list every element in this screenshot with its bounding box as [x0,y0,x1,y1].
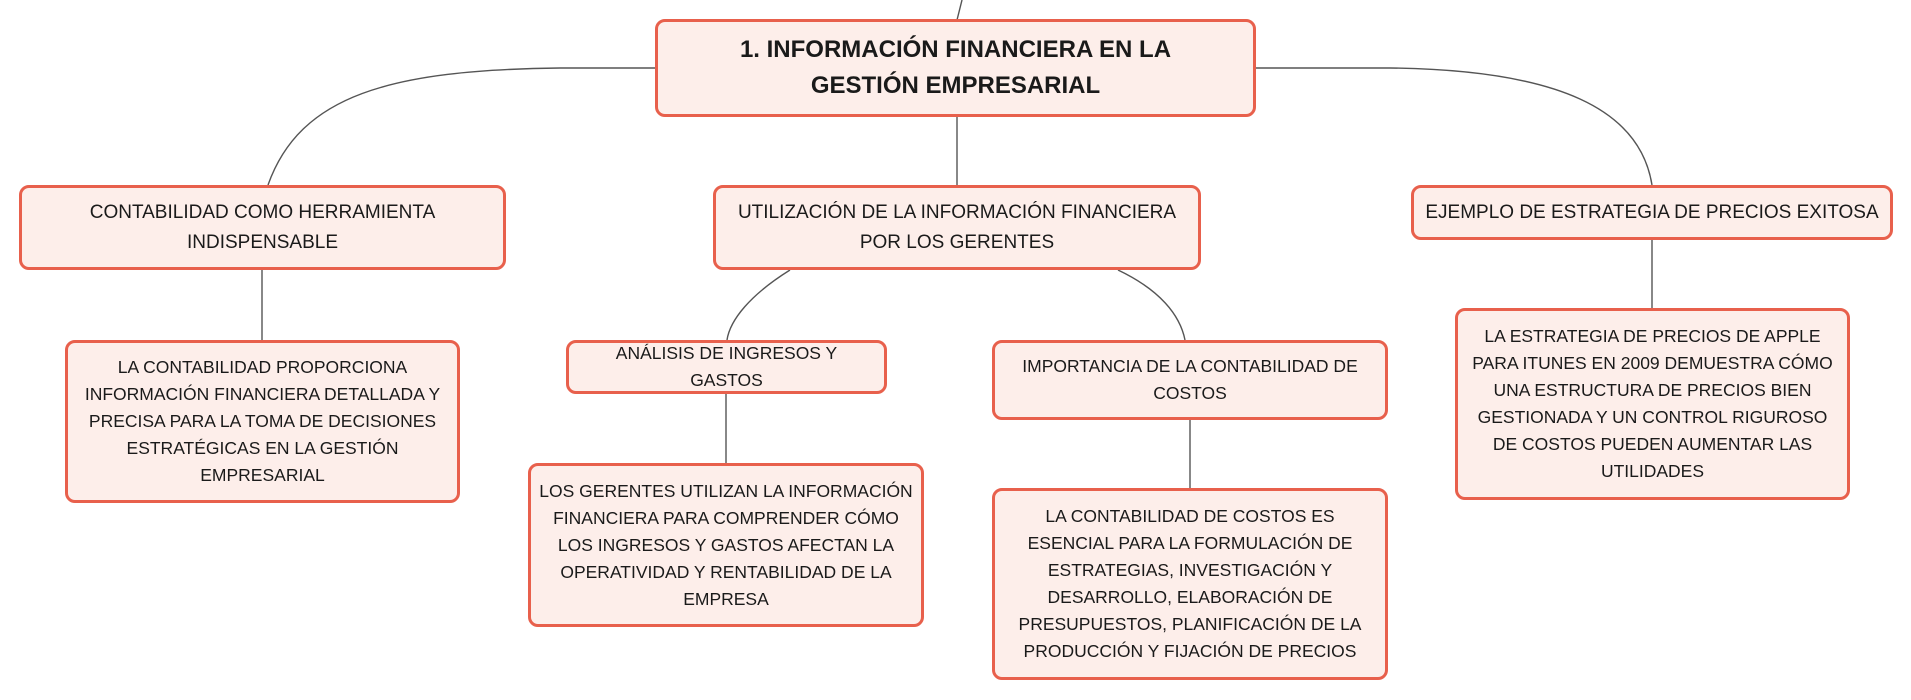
connector-root-to-branch-3 [1256,68,1652,185]
branch-3-node[interactable] [1411,185,1893,240]
branch-3-label: EJEMPLO DE ESTRATEGIA DE PRECIOS EXITOSA [1425,201,1879,223]
branch-2-sub-2-detail-text: LA CONTABILIDAD DE COSTOS ES ESENCIAL PARA LA FORMULACIÓN DE ESTRATEGIAS, INVESTIGACIÓN Y DESARROLLO, ELABORACIÓN DE PRESUPUESTOS, PLANIFICACIÓN DE LA PRODUCCIÓN Y FIJACIÓN DE PRECIOS [1018,506,1362,661]
connector-branch-2-to-sub-1 [727,270,790,340]
branch-1-label: CONTABILIDAD COMO HERRAMIENTA INDISPENSABLE [89,201,436,253]
branch-2-label: UTILIZACIÓN DE LA INFORMACIÓN FINANCIERA POR LOS GERENTES [737,201,1177,253]
branch-2-node[interactable] [713,185,1201,270]
connector-branch-2-to-sub-2 [1118,270,1185,340]
branch-1-detail-text: LA CONTABILIDAD PROPORCIONA INFORMACIÓN FINANCIERA DETALLADA Y PRECISA PARA LA TOMA DE DECISIONES ESTRATÉGICAS EN LA GESTIÓN EMPRESARIAL [84,357,441,485]
branch-2-sub-1-detail-text: LOS GERENTES UTILIZAN LA INFORMACIÓN FINANCIERA PARA COMPRENDER CÓMO LOS INGRESOS Y GASTOS AFECTAN LA OPERATIVIDAD Y RENTABILIDAD DE LA EMPRESA [539,480,913,609]
branch-3-detail-node[interactable] [1455,308,1850,500]
branch-1-detail-node[interactable] [65,340,460,503]
branch-1-node[interactable] [19,185,506,270]
branch-2-sub-2-detail-node[interactable] [992,488,1388,680]
branch-2-sub-1-detail-node[interactable] [528,463,924,627]
root-topic-node[interactable] [655,19,1256,117]
branch-3-detail-text: LA ESTRATEGIA DE PRECIOS DE APPLE PARA ITUNES EN 2009 DEMUESTRA CÓMO UNA ESTRUCTURA DE PRECIOS BIEN GESTIONADA Y UN CONTROL RIGUROSO DE COSTOS PUEDEN AUMENTAR LAS UTILIDADES [1472,326,1833,481]
connector-parent-to-root [957,0,962,20]
branch-2-sub-1-label: ANÁLISIS DE INGRESOS Y GASTOS [615,343,838,390]
branch-2-sub-2-node[interactable] [992,340,1388,420]
root-topic-label: 1. INFORMACIÓN FINANCIERA EN LA GESTIÓN EMPRESARIAL [739,36,1172,99]
connector-root-to-branch-1 [268,68,655,185]
branch-2-sub-2-label: IMPORTANCIA DE LA CONTABILIDAD DE COSTOS [1022,356,1358,403]
branch-2-sub-1-node[interactable] [566,340,887,394]
